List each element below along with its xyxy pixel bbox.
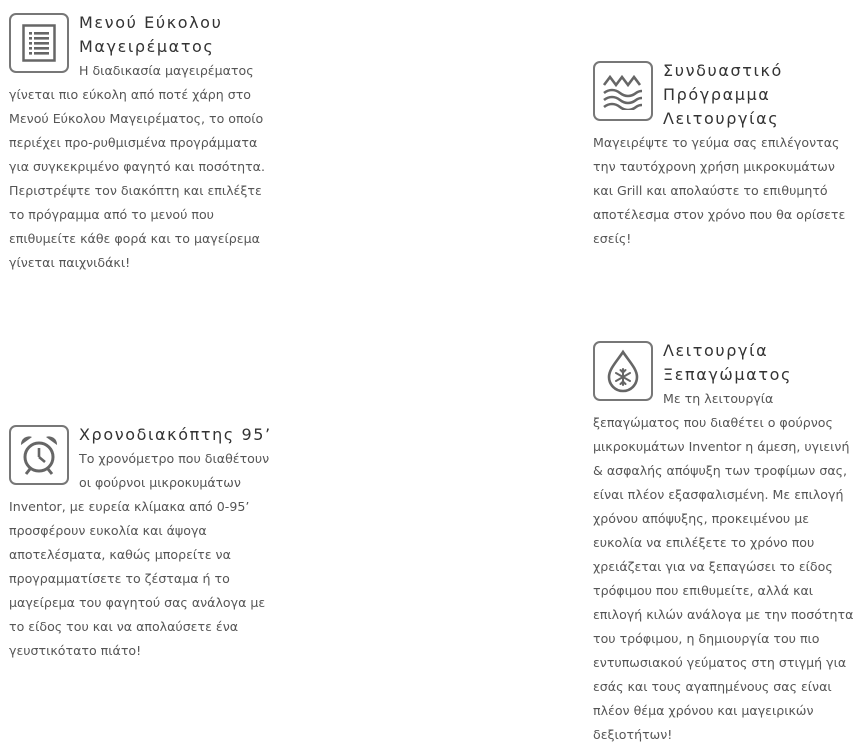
feature-description: Η διαδικασία μαγειρέματος γίνεται πιο εύκολη από ποτέ χάρη στο Μενού Εύκολου Μαγειρέματος, το οποίο περιέχει προ-ρυθμισμένα προγράμματα για συγκεκριμένο φαγητό και ποσότητα. Περιστρέψτε τον διακόπτη και επιλέξτε το πρόγραμμα από το μενού που επιθυμείτε κάθε φορά και το μαγείρεμα γίνεται παιχνιδάκι! bbox=[9, 63, 265, 270]
alarm-clock-icon bbox=[9, 425, 69, 485]
defrost-drop-icon bbox=[593, 341, 653, 401]
feature-defrost-function bbox=[593, 339, 855, 747]
feature-description: Το χρονόμετρο που διαθέτουν οι φούρνοι μικροκυμάτων Inventor, με ευρεία κλίμακα από 0-95’ προσφέρουν ευκολία και άψογα αποτελέσματα, καθώς μπορείτε να προγραμματίσετε το ζέσταμα ή το μαγείρεμα του φαγητού σας ανάλογα με το είδος του και να απολαύσετε ένα γευστικότατο πιάτο! bbox=[9, 451, 270, 658]
title-line: Μενού Εύκολου bbox=[79, 13, 223, 32]
combo-grill-wave-icon bbox=[593, 61, 653, 121]
title-line: Συνδυαστικό bbox=[663, 61, 783, 80]
feature-description: Με τη λειτουργία ξεπαγώματος που διαθέτει ο φούρνος μικροκυμάτων Inventor η άμεση, υγιεινή & ασφαλής απόψυξη των τροφίμων σας, είναι πλέον εξασφαλισμένη. Με επιλογή χρόνου απόψυξης, προκειμένου με ευκολία να επιλέξετε το χρόνο που χρειάζεται για να ξεπαγώσει το είδος τρόφιμου που επιθυμείτε, αλλά και επιλογή κιλών ανάλογα με την ποσότητα του τρόφιμου, η δημιουργία του πιο εντυπωσιακού γεύματος στη στιγμή για εσάς και τους αγαπημένους σας είναι πλέον θέμα χρόνου και μαγειρικών δεξιοτήτων! bbox=[593, 391, 854, 742]
title-line: Λειτουργία bbox=[663, 341, 769, 360]
feature-timer-95 bbox=[9, 423, 273, 663]
feature-description: Μαγειρέψτε το γεύμα σας επιλέγοντας την ταυτόχρονη χρήση μικροκυμάτων και Grill και απολαύστε το επιθυμητό αποτέλεσμα στον χρόνο που θα ορίσετε εσείς! bbox=[593, 135, 846, 246]
title-line: Μαγειρέματος bbox=[79, 37, 215, 56]
feature-easy-cooking-menu bbox=[9, 11, 270, 275]
title-line: Ξεπαγώματος bbox=[663, 365, 792, 384]
title-line: Χρονοδιακόπτης 95’ bbox=[79, 425, 272, 444]
feature-combination-program bbox=[593, 59, 855, 251]
menu-list-icon bbox=[9, 13, 69, 73]
title-line: Λειτουργίας bbox=[663, 109, 780, 128]
title-line: Πρόγραμμα bbox=[663, 85, 771, 104]
